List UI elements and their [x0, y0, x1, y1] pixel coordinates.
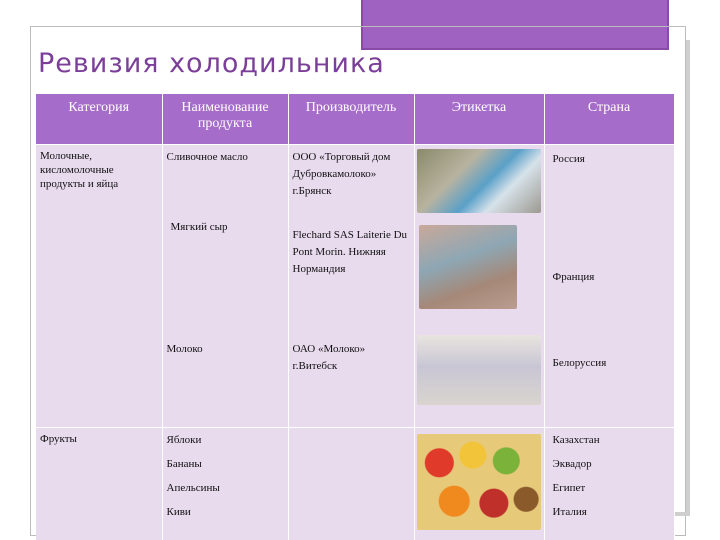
product-kiwi: Киви [166, 506, 191, 518]
slide-title: Ревизия холодильника [38, 48, 385, 79]
producer-dubrovka: ООО «Торговый дом Дубровкамолоко» г.Брянск [292, 151, 391, 197]
producer-flechard: Flechard SAS Laiterie Du Pont Morin. Нижняя Нормандия [292, 229, 408, 275]
milk-label-photo [417, 335, 541, 405]
label-cell [414, 145, 544, 428]
country-ecuador: Эквадор [552, 458, 592, 470]
butter-label-photo [417, 149, 541, 213]
country-france: Франция [552, 271, 595, 283]
category-cell [36, 428, 162, 540]
product-soft-cheese: Мягкий сыр [170, 221, 228, 233]
country-kazakhstan: Казахстан [552, 434, 600, 446]
product-milk: Молоко [166, 343, 203, 355]
header-producer: Производитель [288, 94, 414, 145]
country-italy: Италия [552, 506, 587, 518]
header-country: Страна [544, 94, 674, 145]
header-product-name: Наименование продукта [162, 94, 288, 145]
producer-cell [288, 145, 414, 428]
country-russia: Россия [552, 153, 585, 165]
table-header-row [36, 94, 674, 145]
label-cell [414, 428, 544, 540]
table-row [36, 145, 674, 428]
cheese-label-photo [419, 225, 517, 309]
product-butter: Сливочное масло [166, 151, 248, 163]
producer-cell-empty [288, 428, 414, 540]
product-cell [162, 428, 288, 540]
revision-table [36, 94, 675, 540]
product-oranges: Апельсины [166, 482, 220, 494]
fruits-photo [417, 434, 541, 530]
country-egypt: Египет [552, 482, 586, 494]
header-category: Категория [36, 94, 162, 145]
category-cell [36, 145, 162, 428]
product-bananas: Бананы [166, 458, 202, 470]
category-dairy: Молочные, кисломолочные продукты и яйца [40, 150, 119, 190]
country-cell [544, 145, 674, 428]
table-row [36, 428, 674, 540]
header-label: Этикетка [414, 94, 544, 145]
frame-shadow-right [686, 40, 690, 512]
producer-moloko: ОАО «Молоко» г.Витебск [292, 343, 366, 372]
product-cell [162, 145, 288, 428]
product-apples: Яблоки [166, 434, 202, 446]
country-cell [544, 428, 674, 540]
category-fruits: Фрукты [40, 433, 77, 445]
country-belarus: Белоруссия [552, 357, 607, 369]
